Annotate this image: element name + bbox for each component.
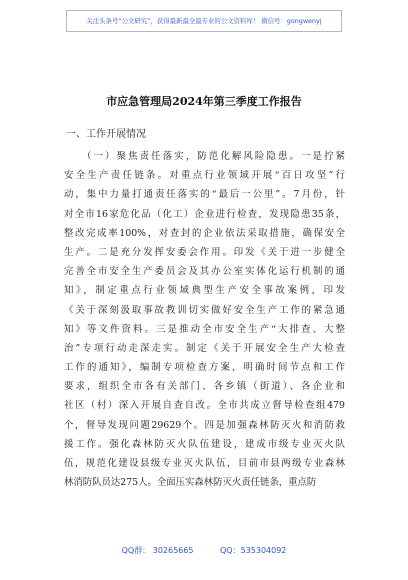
body-line: （一）聚焦责任落实，防范化解风险隐患。一是拧紧 bbox=[82, 151, 345, 162]
body-line: 林消防队员达275人。全面压实森林防灭火责任链条，重点防 bbox=[64, 477, 317, 489]
body-line: 工作的通知》，编制专项检查方案，明确时间节点和工作 bbox=[64, 362, 345, 374]
body-line: 知》等文件资料。三是推动全市安全生产“大排查、大整 bbox=[64, 323, 345, 335]
section-heading: 一、工作开展情况 bbox=[66, 129, 146, 140]
body-line: 完善全市安全生产委员会及其办公室实体化运行机制的通 bbox=[64, 266, 345, 278]
body-line: 治”专项行动走深走实。制定《关于开展安全生产大检查 bbox=[64, 342, 345, 354]
footer-qq: QQ：535304092 bbox=[220, 546, 287, 555]
body-line: 要求，组织全市各有关部门、各乡镇（街道）、各企业和 bbox=[64, 381, 345, 393]
footer-contact bbox=[0, 545, 408, 556]
promo-text: 关注头条号“公文研究”，获得最新最全最专业的公文资料库！ 微信号：gongwenyj bbox=[86, 17, 322, 25]
body-paragraph bbox=[64, 147, 345, 492]
document-title: 市应急管理局2024年第三季度工作报告 bbox=[106, 95, 302, 108]
body-line: 《关于深刻汲取事故教训切实做好安全生产工作的紧急通 bbox=[64, 304, 345, 316]
body-line: 动，集中力量打通责任落实的“最后一公里”。7月份，针 bbox=[64, 189, 345, 201]
body-line: 整改完成率100%，对查封的企业依法采取措施，确保安全 bbox=[64, 227, 345, 239]
promo-banner bbox=[66, 10, 342, 32]
body-line: 援工作。强化森林防灭火队伍建设，建成市级专业灭火队 bbox=[64, 438, 345, 450]
body-line: 安全生产责任链条。对重点行业领域开展“百日攻坚”行 bbox=[64, 170, 345, 182]
body-line: 知》，制定重点行业领域典型生产安全事故案例，印发 bbox=[64, 285, 345, 297]
body-line: 社区（村）深入开展自查自改。全市共成立督导检查组479 bbox=[64, 400, 345, 412]
body-line: 生产。二是充分发挥安委会作用。印发《关于进一步健全 bbox=[64, 246, 345, 258]
body-line: 个，督导发现问题29629个。四是加强森林防灭火和消防救 bbox=[64, 419, 345, 431]
footer-qq-group: QQ群： 30265665 bbox=[121, 546, 194, 555]
body-line: 对全市16家危化品（化工）企业进行检查，发现隐患35条， bbox=[64, 208, 345, 220]
body-line: 伍，规范化建设县级专业灭火队伍，目前市县两级专业森林 bbox=[64, 458, 345, 469]
